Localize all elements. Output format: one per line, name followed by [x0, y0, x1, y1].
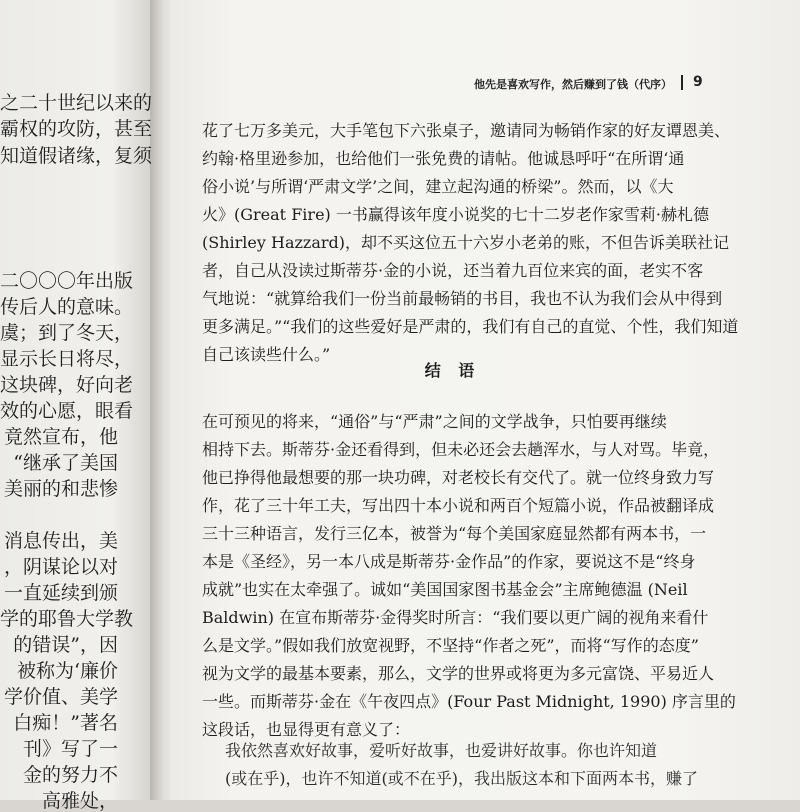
- paragraph-line: 相持下去。斯蒂芬·金还看得到，但未必还会去趟浑水，与人对骂。毕竟，: [202, 440, 720, 459]
- page-number: 9: [693, 74, 703, 90]
- paragraph-line: 他已挣得他最想要的那一块功碑，对老校长有交代了。就一位终身致力写: [202, 468, 715, 487]
- paragraph-line: 自己该读些什么。”: [202, 345, 331, 364]
- left-page-line: 被称为‘廉价: [16, 660, 118, 682]
- running-title: 他先是喜欢写作，然后赚到了钱（代序）: [474, 78, 672, 91]
- paragraph-line: 者，自己从没读过斯蒂芬·金的小说，还当着九百位来宾的面，老实不客: [202, 261, 704, 280]
- paragraph-line: 花了七万多美元，大手笔包下六张桌子，邀请同为畅销作家的好友谭恩美、: [202, 121, 731, 140]
- left-page-line: “继承了美国: [13, 452, 118, 474]
- header-divider: [681, 75, 683, 90]
- paragraph-line: 一些。而斯蒂芬·金在《午夜四点》(Four Past Midnight, 1990) 序言里的: [202, 692, 736, 711]
- paragraph-line: 成就”也实在太牵强了。诚如“美国国家图书基金会”主席鲍德温 (Neil: [202, 580, 688, 599]
- quote-line: 我依然喜欢好故事，爱听好故事，也爱讲好故事。你也许知道: [225, 741, 658, 760]
- paragraph-2: [202, 408, 736, 744]
- left-page-line: 虞；到了冬天，: [0, 322, 134, 344]
- left-page-line: 消息传出，美: [3, 530, 118, 552]
- left-page-line: 显示长日将尽，: [0, 348, 134, 370]
- left-page-line: 一直延续到颁: [3, 582, 118, 604]
- paragraph-line: Baldwin) 在宣布斯蒂芬·金得奖时所言：“我们要以更广阔的视角来看什: [202, 608, 709, 627]
- left-page-line: 学的耶鲁大学教: [0, 608, 134, 630]
- paragraph-line: 这段话，也显得更有意义了：: [202, 720, 411, 739]
- paragraph-1: [202, 117, 739, 369]
- quote-line: (或在乎)，也许不知道(或不在乎)，我出版这本和下面两本书，赚了: [225, 769, 698, 788]
- paragraph-line: 三十三种语言，发行三亿本，被誉为“每个美国家庭显然都有两本书，一: [202, 524, 707, 543]
- left-page-line: 刊》写了一: [22, 738, 118, 760]
- paragraph-line: 更多满足。”“我们的这些爱好是严肃的，我们有自己的直觉、个性，我们知道: [202, 317, 739, 336]
- left-page-line: 知道假诸缘，复须: [0, 145, 153, 167]
- paragraph-line: 作，花了三十年工夫，写出四十本小说和两百个短篇小说，作品被翻译成: [202, 496, 715, 515]
- left-page-line: 之二十世纪以来的: [0, 92, 153, 114]
- left-page-line: ，阴谋论以对: [3, 556, 118, 578]
- paragraph-line: 本是《圣经》，另一本八成是斯蒂芬·金作品”的作家，要说这不是“终身: [202, 552, 696, 571]
- paragraph-line: 约翰·格里逊参加，也给他们一张免费的请帖。他诚恳呼吁“在所谓‘通: [202, 149, 685, 168]
- left-page-line: 的错误”，因: [13, 634, 118, 656]
- paragraph-line: 俗小说’与所谓‘严肃文学’之间，建立起沟通的桥梁”。然而，以《大: [202, 177, 674, 196]
- paragraph-line: 在可预见的将来，“通俗”与“严肃”之间的文学战争，只怕要再继续: [202, 412, 667, 431]
- paragraph-line: 气地说：“就算给我们一份当前最畅销的书目，我也不认为我们会从中得到: [202, 289, 723, 308]
- left-page-line: 竟然宣布，他: [3, 426, 118, 448]
- left-page-line: 白痴！”著名: [13, 712, 118, 734]
- left-page-line: 传后人的意味。: [0, 296, 134, 318]
- paragraph-line: 视为文学的最基本要素，那么，文学的世界或将更为多元富饶、平易近人: [202, 664, 715, 683]
- left-page-line: 美丽的和悲惨: [3, 478, 118, 500]
- paragraph-line: (Shirley Hazzard)，却不买这位五十六岁小老弟的账，不但告诉美联社记: [202, 233, 730, 252]
- left-page-line: 霸权的攻防，甚至: [0, 118, 153, 140]
- left-page-line: 学价值、美学: [3, 686, 118, 708]
- left-page-line: 效的心愿，眼看: [0, 400, 134, 422]
- block-quote: [225, 737, 725, 793]
- left-page-line: 金的努力不: [22, 764, 118, 786]
- left-page-line: 二〇〇〇年出版: [0, 270, 134, 292]
- paragraph-line: 火》(Great Fire) 一书赢得该年度小说奖的七十二岁老作家雪莉·赫札德: [202, 205, 709, 224]
- paragraph-line: 么是文学。”假如我们放宽视野，不坚持“作者之死”，而将“写作的态度”: [202, 636, 699, 655]
- section-heading: 结 语: [424, 361, 481, 380]
- left-page-line: 这块碑，好向老: [0, 374, 134, 396]
- left-page-line: 高雅处，: [41, 790, 118, 812]
